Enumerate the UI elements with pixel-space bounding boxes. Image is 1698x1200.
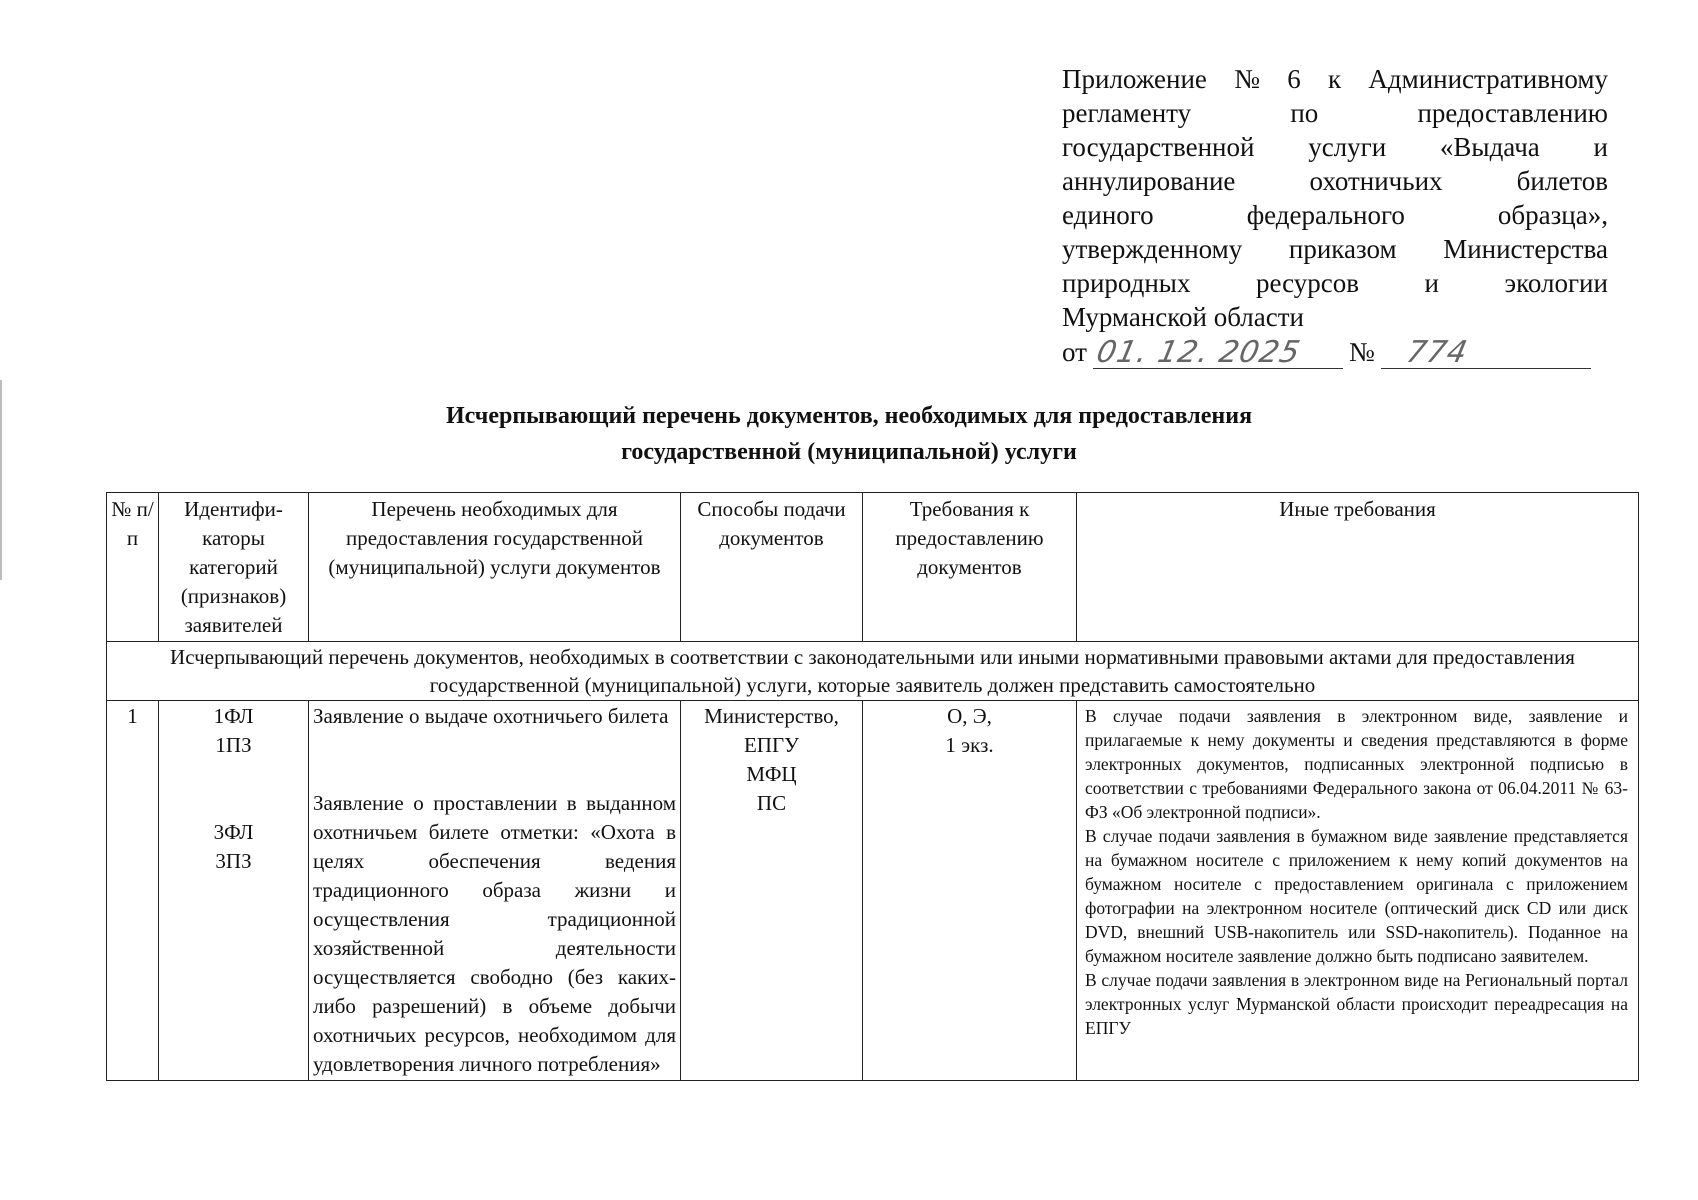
- section-heading: Исчерпывающий перечень документов, необходимых в соответствии с законодательными или иными нормативными правовыми актами для предоставления государственной (муниципальной) услуги, которые заявитель должен представить самостоятельно: [107, 642, 1639, 701]
- requirement-paragraph: В случае подачи заявления в электронном виде, заявление и прилагаемые к нему документы и сведения представляются в форме электронных документов, подписанных электронной подписью в соответствии с требованиями Федерального закона от 06.04.2011 № 63-ФЗ «Об электронной подписи».: [1085, 706, 1628, 822]
- header-other-requirements: Иные требования: [1077, 493, 1639, 642]
- date-prefix: от: [1062, 337, 1087, 367]
- order-number-field: [1381, 334, 1591, 369]
- document-requirements-cell: О, Э, 1 экз.: [863, 701, 1077, 1081]
- other-requirements-cell: [1077, 701, 1639, 1081]
- document-title-line-1: Исчерпывающий перечень документов, необходимых для предоставления: [445, 403, 1253, 429]
- header-submission-methods: Способы подачи документов: [681, 493, 863, 642]
- appendix-line: Приложение № 6 к Административному: [1062, 64, 1608, 94]
- header-num: № п/п: [107, 493, 159, 642]
- submission-methods-cell: Министерство, ЕПГУ МФЦ ПС: [681, 701, 863, 1081]
- section-heading-row: [107, 642, 1639, 701]
- appendix-line: Мурманской области: [1062, 302, 1304, 332]
- appendix-line: регламенту по предоставлению: [1062, 98, 1608, 128]
- documents-cell: [309, 701, 681, 1081]
- document-item: Заявление о проставлении в выданном охотничьем билете отметки: «Охота в целях обеспечения ведения традиционного образа жизни и осуществления традиционной хозяйственной деятельности осуществляется свободно (без каких-либо разрешений) в объеме добычи охотничьих ресурсов, необходимом для удовлетворения личного потребления»: [313, 791, 676, 1076]
- order-number-handwritten: 774: [1403, 335, 1471, 370]
- order-date-handwritten: 01. 12. 2025: [1093, 335, 1304, 370]
- row-number: 1: [107, 701, 159, 1081]
- order-date-field: [1093, 334, 1343, 369]
- appendix-line: утвержденному приказом Министерства: [1062, 234, 1608, 264]
- table-row: [107, 701, 1639, 1081]
- header-applicant-identifiers: Идентифи-каторы категорий (признаков) заявителей: [159, 493, 309, 642]
- order-date-number-line: [1062, 334, 1608, 369]
- appendix-header: [1062, 62, 1608, 369]
- document-item: Заявление о выдаче охотничьего билета: [313, 704, 669, 728]
- header-documents-list: Перечень необходимых для предоставления государственной (муниципальной) услуги документов: [309, 493, 681, 642]
- document-title-line-2: государственной (муниципальной) услуги: [621, 439, 1077, 465]
- document-title: [0, 398, 1698, 470]
- header-document-requirements: Требования к предоставлению документов: [863, 493, 1077, 642]
- appendix-line: аннулирование охотничьих билетов: [1062, 166, 1608, 196]
- table-header-row: [107, 493, 1639, 642]
- appendix-line: государственной услуги «Выдача и: [1062, 132, 1608, 162]
- appendix-line: природных ресурсов и экологии: [1062, 268, 1608, 298]
- appendix-line: единого федерального образца»,: [1062, 200, 1608, 230]
- applicant-identifiers-cell: 1ФЛ 1ПЗ 3ФЛ 3ПЗ: [159, 701, 309, 1081]
- number-prefix: №: [1348, 337, 1375, 367]
- documents-table: [106, 492, 1639, 1081]
- requirement-paragraph: В случае подачи заявления в электронном виде на Региональный портал электронных услуг Мурманской области происходит переадресация на ЕПГУ: [1085, 970, 1628, 1038]
- requirement-paragraph: В случае подачи заявления в бумажном виде заявление представляется на бумажном носителе с приложением к нему копий документов на бумажном носителе с предоставлением оригинала с приложением фотографии на электронном носителе (оптический диск CD или диск DVD, внешний USB-накопитель или SSD-накопитель). Поданное на бумажном носителе заявление должно быть подписано заявителем.: [1085, 826, 1628, 966]
